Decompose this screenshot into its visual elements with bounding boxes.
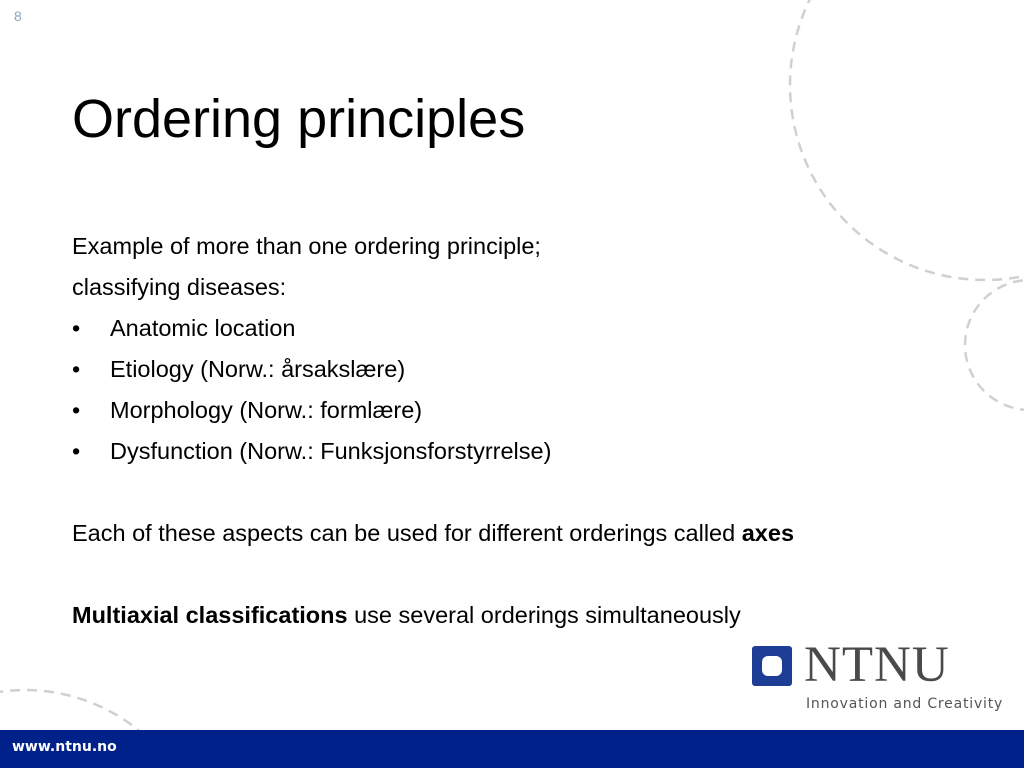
bullet-item [72, 390, 972, 431]
dashed-circle-right [965, 280, 1024, 410]
axes-emphasis: axes [741, 520, 795, 546]
ntnu-logo [752, 637, 1004, 718]
axes-sentence-text: Each of these aspects can be used for different orderings called [72, 520, 742, 546]
slide-title: Ordering principles [72, 89, 526, 149]
bullet-item [72, 431, 972, 472]
multiaxial-sentence [72, 595, 972, 636]
footer-url: www.ntnu.no [12, 739, 117, 755]
slide-number: 8 [14, 8, 22, 24]
bullet-item [72, 308, 972, 349]
bullet-item [72, 349, 972, 390]
bullet-icon: • [72, 356, 81, 382]
multiaxial-sentence-text: use several orderings simultaneously [347, 602, 741, 628]
spacer [72, 554, 972, 595]
bullet-text: Etiology (Norw.: årsakslære) [110, 356, 406, 382]
bullet-icon: • [72, 397, 81, 423]
bullet-text: Anatomic location [110, 315, 296, 341]
axes-sentence [72, 513, 972, 554]
bullet-text: Morphology (Norw.: formlære) [110, 397, 423, 423]
spacer [72, 472, 972, 513]
bullet-icon: • [72, 438, 81, 464]
footer-bar [0, 730, 1024, 768]
intro-line: classifying diseases: [72, 274, 287, 300]
ntnu-logo-mark-icon [752, 646, 792, 686]
multiaxial-emphasis: Multiaxial classifications [72, 602, 348, 628]
intro-line: Example of more than one ordering principle; [72, 233, 541, 259]
logo-name: NTNU [804, 637, 950, 693]
slide-body [72, 226, 972, 636]
bullet-text: Dysfunction (Norw.: Funksjonsforstyrrelse) [110, 438, 552, 464]
logo-tagline: Innovation and Creativity [806, 696, 1004, 712]
bullet-icon: • [72, 315, 81, 341]
